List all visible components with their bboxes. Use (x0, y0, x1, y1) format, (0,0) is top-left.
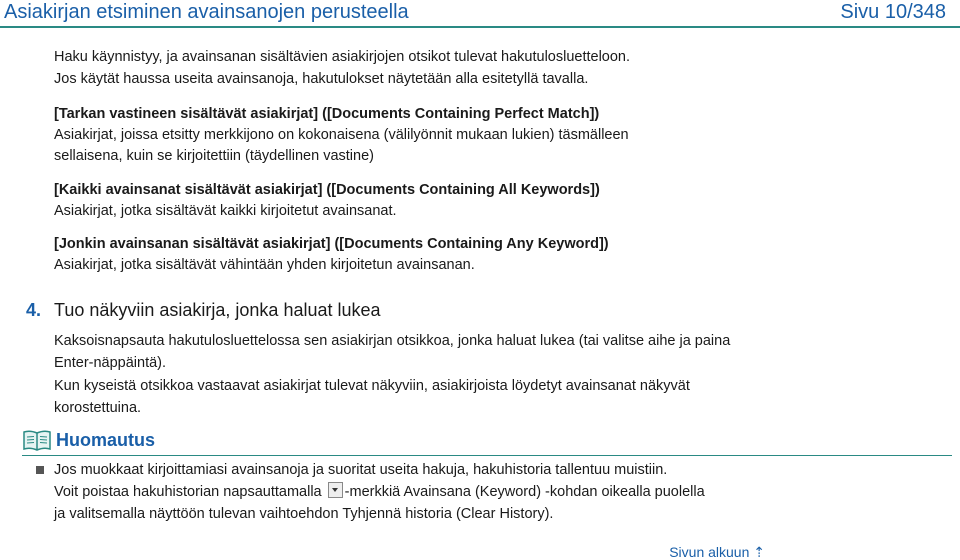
step-title: Tuo näkyviin asiakirja, jonka haluat lukea (54, 300, 381, 320)
definition-perfect-match (54, 104, 934, 167)
page-number: Sivu 10/348 (840, 1, 946, 23)
note-line: Jos muokkaat kirjoittamiasi avainsanoja ja suoritat useita hakuja, hakuhistoria tallentuu muistiin. (54, 462, 668, 478)
step-paragraph: Kun kyseistä otsikkoa vastaavat asiakirjat tulevat näkyviin, asiakirjoista löydetyt avainsanat näkyvät korostettuina. (54, 378, 690, 416)
note-line-part: Voit poistaa hakuhistorian napsauttamalla (54, 484, 326, 500)
note-book-icon (22, 429, 52, 456)
definition-desc: Asiakirjat, jotka sisältävät vähintään yhden kirjoitetun avainsanan. (54, 257, 475, 273)
bullet-marker (36, 466, 44, 474)
note-bullet (54, 459, 934, 525)
page-header (0, 0, 960, 28)
intro-line: Jos käytät haussa useita avainsanoja, hakutulokset näytetään alla esitetyllä tavalla. (54, 71, 589, 87)
up-arrow-icon: ⇡ (753, 544, 765, 560)
note-divider (22, 455, 952, 456)
intro-text (54, 46, 630, 90)
dropdown-arrow-icon (328, 482, 343, 498)
definition-term: [Jonkin avainsanan sisältävät asiakirjat] ([Documents Containing Any Keyword]) (54, 236, 609, 252)
back-to-top-label: Sivun alkuun (669, 544, 750, 560)
note-title: Huomautus (56, 430, 155, 450)
definition-term: [Kaikki avainsanat sisältävät asiakirjat] ([Documents Containing All Keywords]) (54, 182, 600, 198)
definition-any-keyword (54, 234, 934, 276)
note-heading (22, 428, 942, 454)
back-to-top-link[interactable] (669, 544, 765, 560)
note-line-with-icon (54, 481, 714, 525)
definition-term: [Tarkan vastineen sisältävät asiakirjat] ([Documents Containing Perfect Match]) (54, 106, 600, 122)
step-paragraph: Kaksoisnapsauta hakutulosluettelossa sen asiakirjan otsikkoa, jonka haluat lukea (tai valitse aihe ja paina Enter-näppäintä). (54, 333, 731, 371)
step-number: 4. (26, 300, 42, 320)
definition-desc: Asiakirjat, joissa etsitty merkkijono on kokonaisena (välilyönnit mukaan lukien) täsmälleen sellaisena, kuin se kirjoitettiin (täydellinen vastine) (54, 127, 629, 164)
definition-desc: Asiakirjat, jotka sisältävät kaikki kirjoitetut avainsanat. (54, 203, 397, 219)
page-title: Asiakirjan etsiminen avainsanojen perusteella (4, 1, 409, 23)
note-line-part: -merkkiä Avainsana (Keyword) -kohdan oikealla puolella ja valitsemalla näyttöön tulevan vaihtoehdon Tyhjennä historia (Clear History). (54, 484, 705, 522)
definition-all-keywords (54, 180, 934, 222)
intro-line: Haku käynnistyy, ja avainsanan sisältävien asiakirjojen otsikot tulevat hakutulosluetteloon. (54, 49, 631, 65)
